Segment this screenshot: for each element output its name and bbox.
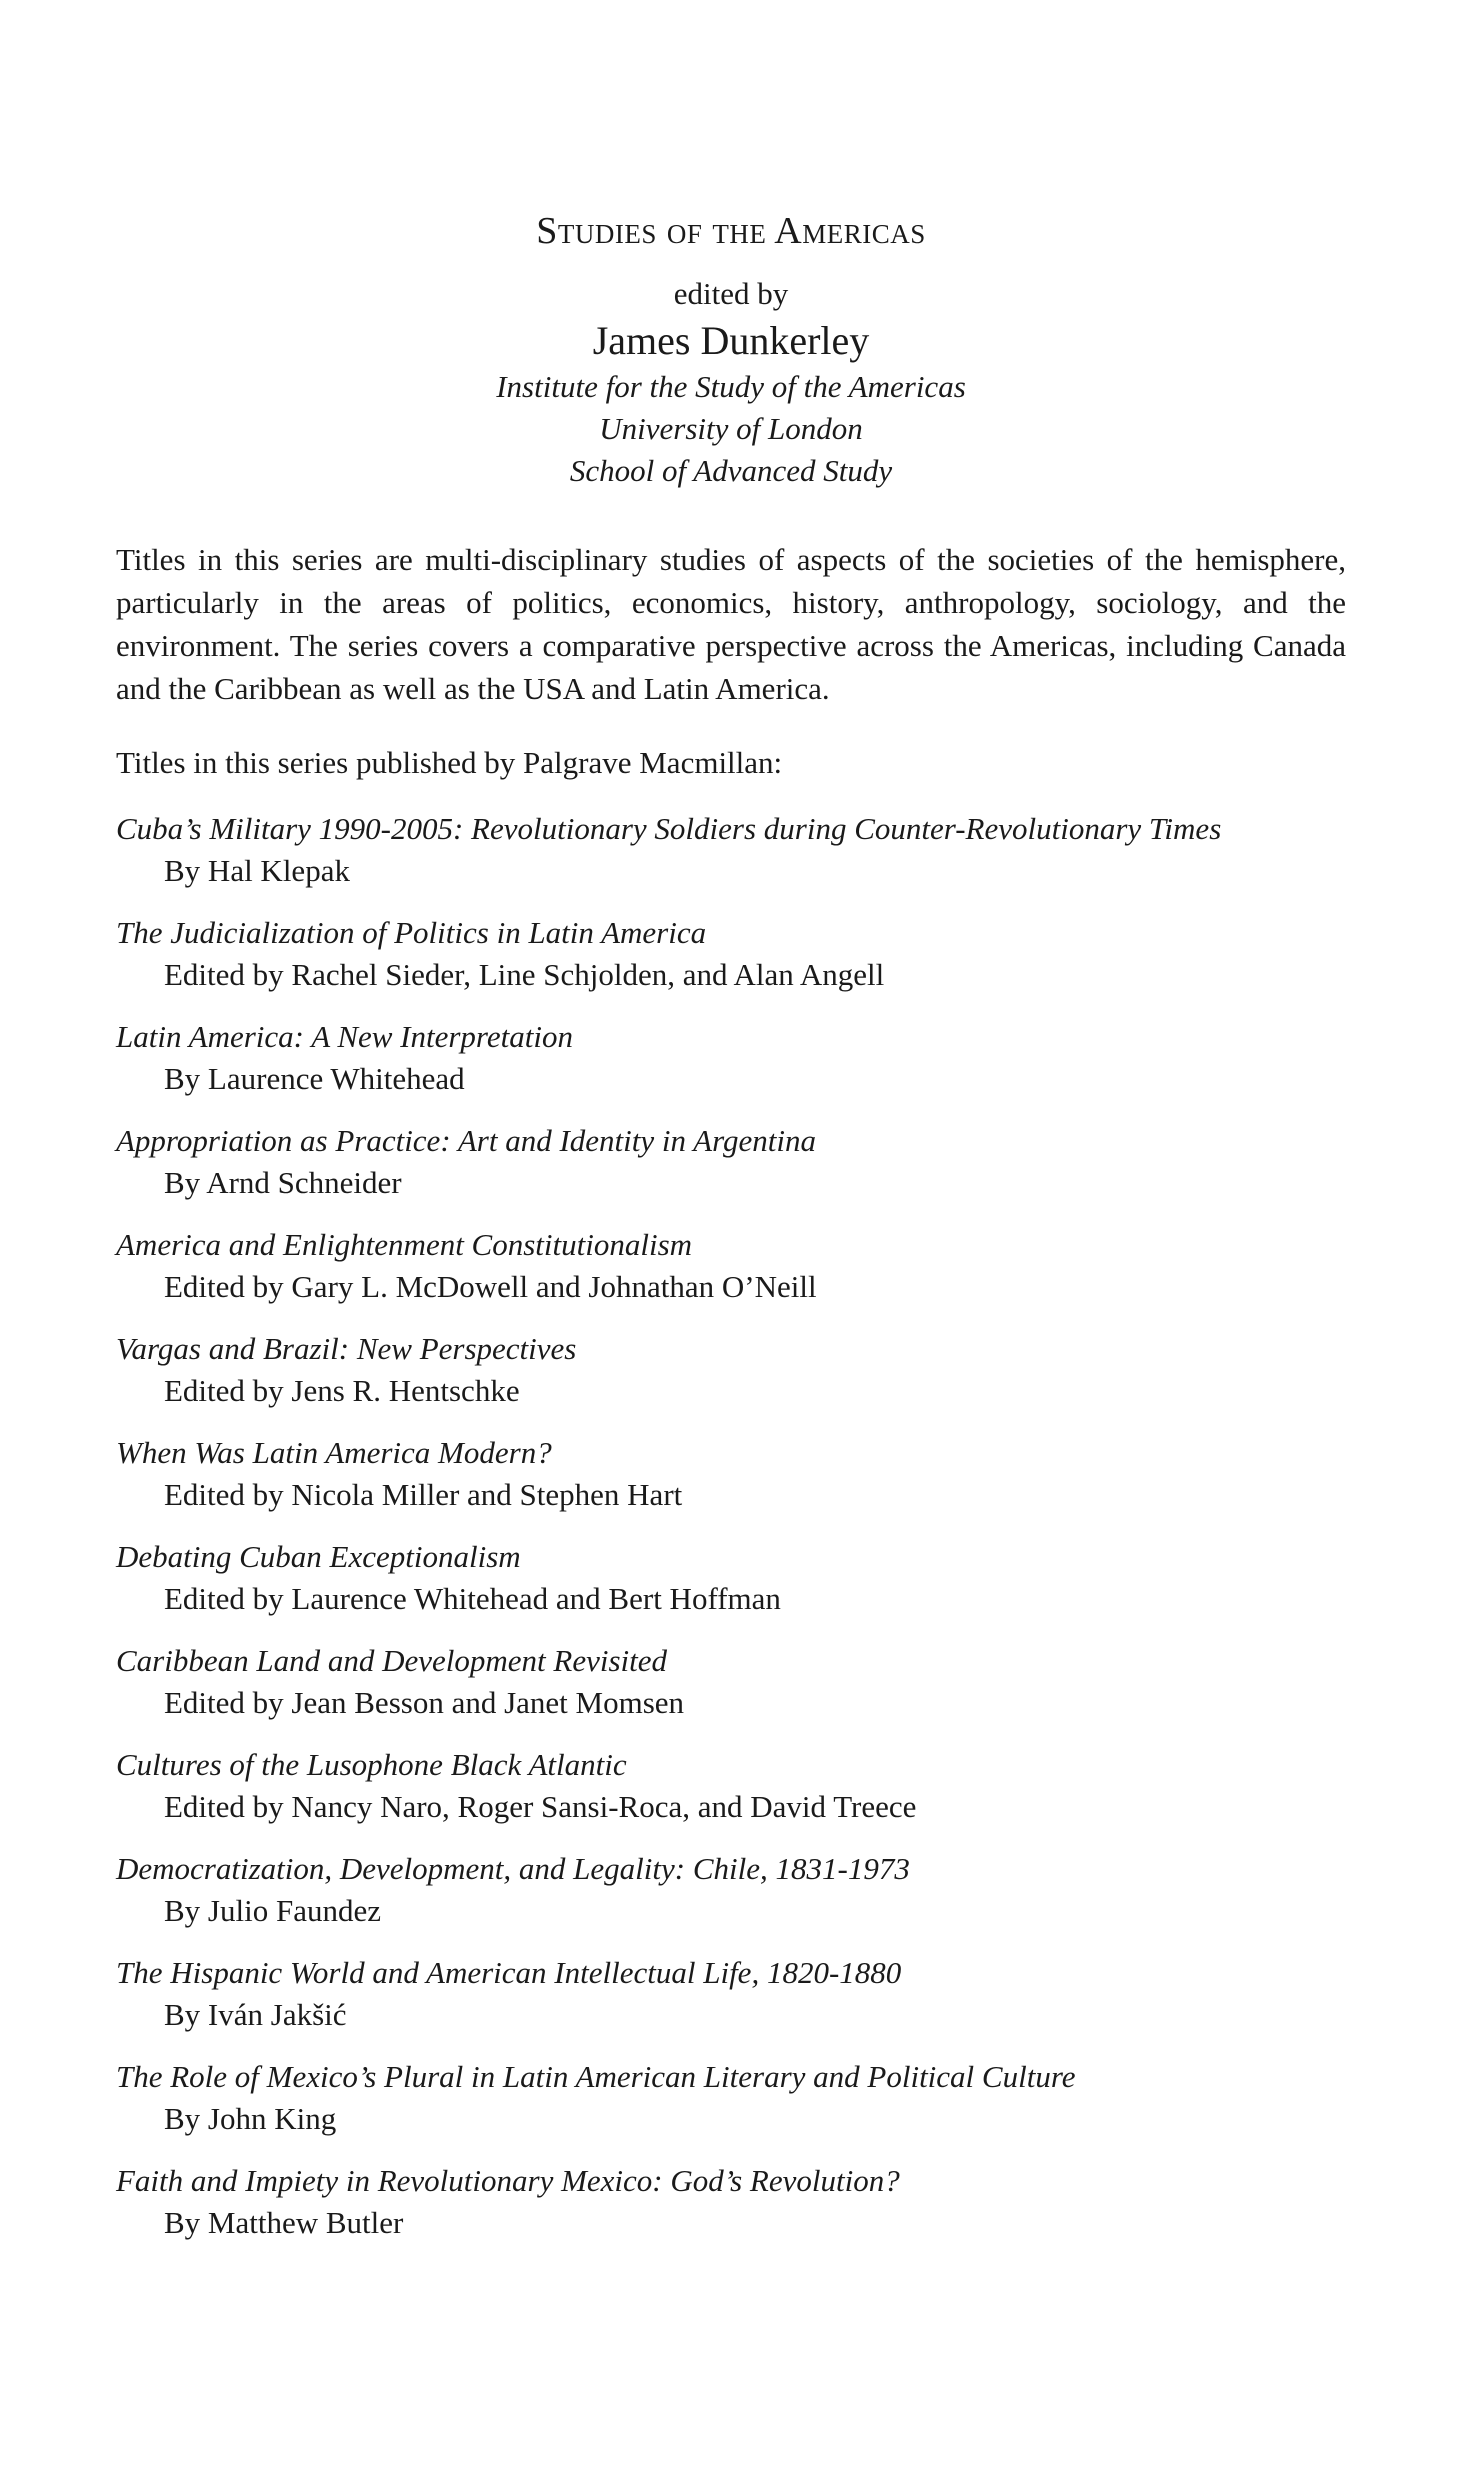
book-title: When Was Latin America Modern?	[116, 1435, 552, 1470]
title-list	[116, 808, 1346, 2244]
list-item	[116, 2056, 1346, 2140]
book-authors: Edited by Jean Besson and Janet Momsen	[164, 1685, 685, 1720]
book-title: The Role of Mexico’s Plural in Latin American Literary and Political Culture	[116, 2059, 1076, 2094]
book-title: America and Enlightenment Constitutionalism	[116, 1227, 693, 1262]
book-authors: Edited by Rachel Sieder, Line Schjolden, and Alan Angell	[164, 957, 885, 992]
book-title: The Hispanic World and American Intellectual Life, 1820-1880	[116, 1955, 902, 1990]
book-title: Democratization, Development, and Legality: Chile, 1831-1973	[116, 1851, 910, 1886]
series-title: Studies of the Americas	[536, 210, 926, 252]
book-authors: Edited by Laurence Whitehead and Bert Hoffman	[164, 1581, 781, 1616]
series-header	[116, 200, 1346, 492]
book-title: Latin America: A New Interpretation	[116, 1019, 573, 1054]
editor-affiliation-university: University of London	[599, 411, 863, 446]
list-item	[116, 1744, 1346, 1828]
book-title: Cuba’s Military 1990-2005: Revolutionary Soldiers during Counter-Revolutionary Times	[116, 811, 1222, 846]
book-authors: By Julio Faundez	[164, 1893, 381, 1928]
list-item	[116, 912, 1346, 996]
list-item	[116, 1848, 1346, 1932]
book-authors: By Matthew Butler	[164, 2205, 404, 2240]
list-item	[116, 1224, 1346, 1308]
book-title: The Judicialization of Politics in Latin America	[116, 915, 707, 950]
list-item	[116, 2160, 1346, 2244]
editor-name: James Dunkerley	[592, 318, 870, 363]
list-item	[116, 1120, 1346, 1204]
editor-affiliation-institute: Institute for the Study of the Americas	[496, 369, 966, 404]
book-title: Debating Cuban Exceptionalism	[116, 1539, 521, 1574]
series-page	[116, 200, 1346, 2264]
list-item	[116, 1536, 1346, 1620]
list-item	[116, 1432, 1346, 1516]
list-item	[116, 1952, 1346, 2036]
list-item	[116, 1016, 1346, 1100]
book-authors: By Arnd Schneider	[164, 1165, 402, 1200]
list-item	[116, 1640, 1346, 1724]
published-by-label: Titles in this series published by Palgrave Macmillan:	[116, 745, 783, 780]
book-authors: Edited by Nancy Naro, Roger Sansi-Roca, and David Treece	[164, 1789, 917, 1824]
book-title: Cultures of the Lusophone Black Atlantic	[116, 1747, 627, 1782]
book-title: Vargas and Brazil: New Perspectives	[116, 1331, 577, 1366]
book-title: Faith and Impiety in Revolutionary Mexico: God’s Revolution?	[116, 2163, 900, 2198]
book-title: Caribbean Land and Development Revisited	[116, 1643, 668, 1678]
book-authors: By John King	[164, 2101, 337, 2136]
book-authors: Edited by Gary L. McDowell and Johnathan O’Neill	[164, 1269, 817, 1304]
editor-affiliation-school: School of Advanced Study	[569, 453, 893, 488]
series-description: Titles in this series are multi-disciplinary studies of aspects of the societies of the hemisphere, particularly in the areas of politics, economics, history, anthropology, sociology, and the environment. The series covers a comparative perspective across the Americas, including Canada and the Caribbean as well as the USA and Latin America.	[116, 542, 1346, 706]
book-authors: By Laurence Whitehead	[164, 1061, 465, 1096]
edited-by-label: edited by	[673, 276, 789, 311]
book-authors: Edited by Nicola Miller and Stephen Hart	[164, 1477, 683, 1512]
book-title: Appropriation as Practice: Art and Identity in Argentina	[116, 1123, 817, 1158]
list-item	[116, 1328, 1346, 1412]
book-authors: Edited by Jens R. Hentschke	[164, 1373, 520, 1408]
book-authors: By Iván Jakšić	[164, 1997, 347, 2032]
list-item	[116, 808, 1346, 892]
book-authors: By Hal Klepak	[164, 853, 350, 888]
